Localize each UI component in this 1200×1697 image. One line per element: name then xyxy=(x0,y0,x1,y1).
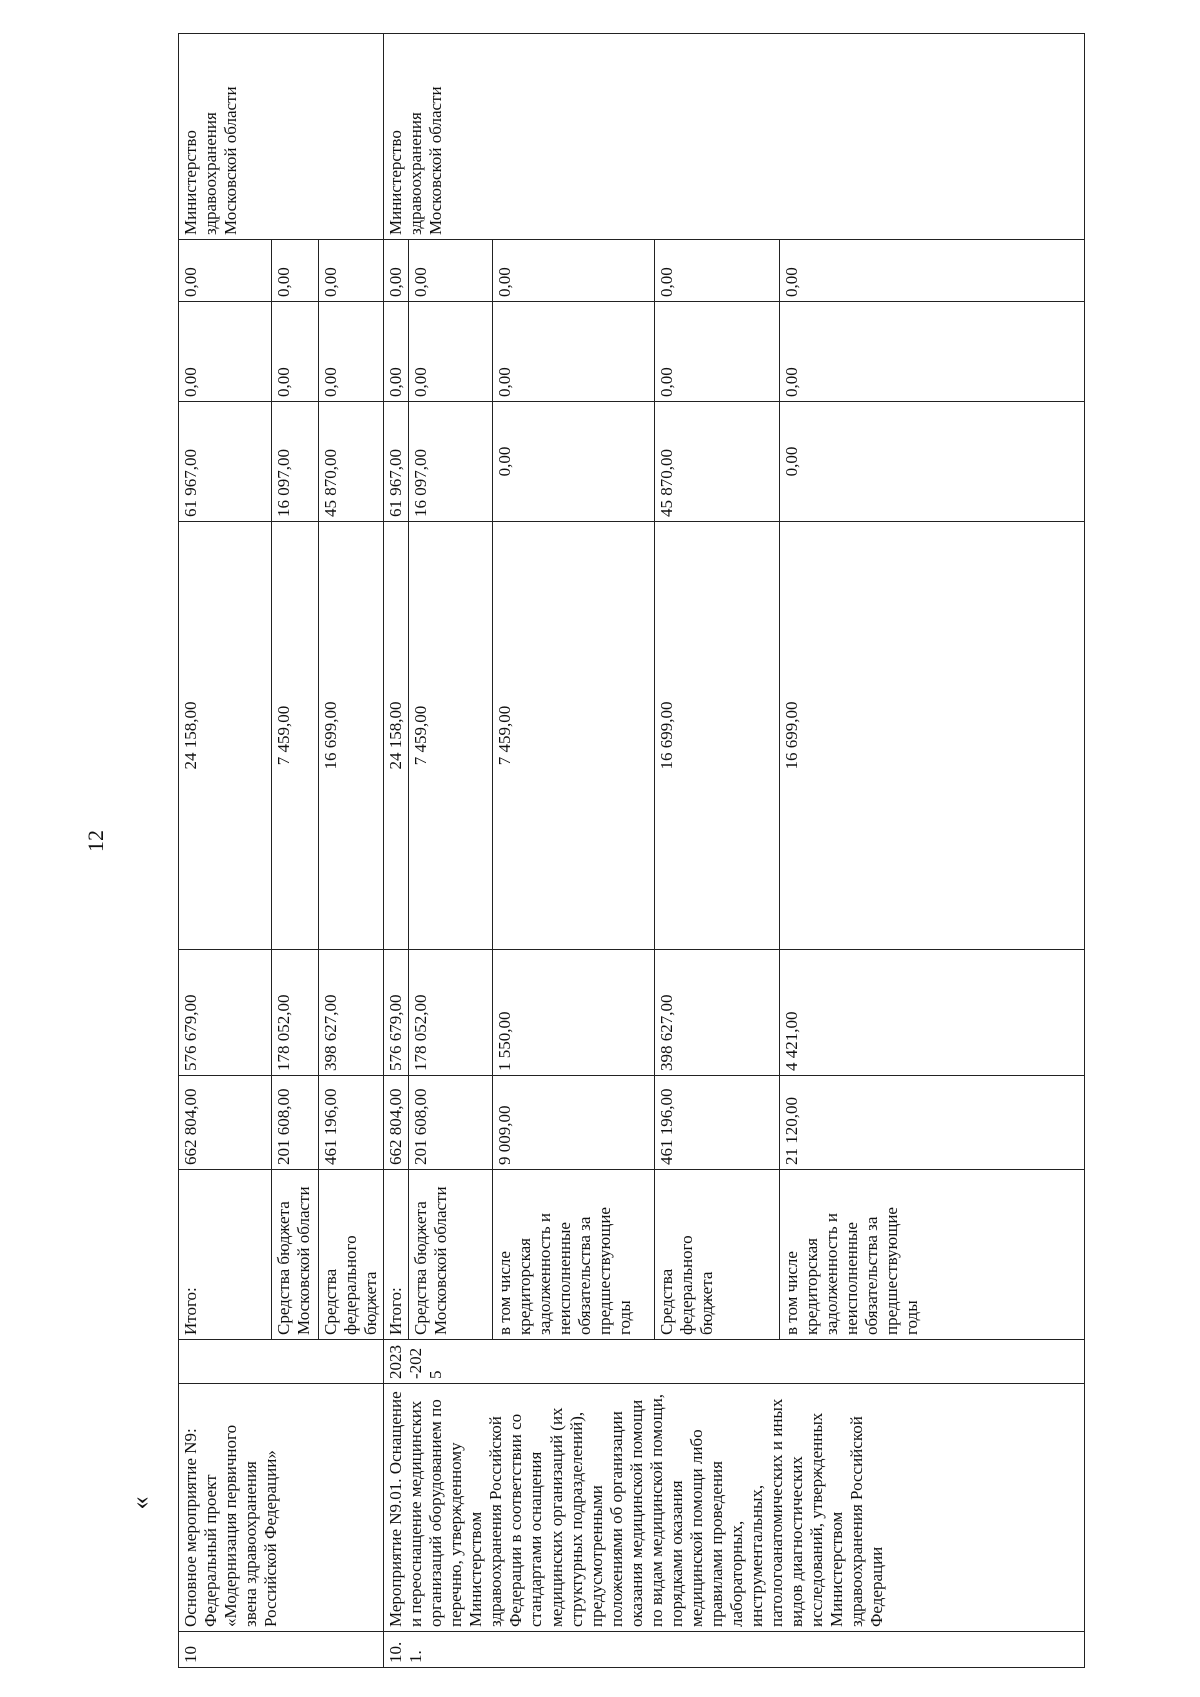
row-number: 10 xyxy=(179,1632,384,1668)
table-row xyxy=(179,34,272,1668)
total-value: 662 804,00 xyxy=(179,1076,272,1170)
year-value: 0,00 xyxy=(409,302,493,402)
year-value: 16 699,00 xyxy=(655,522,780,950)
table-row xyxy=(384,34,409,1668)
year-value: 61 967,00 xyxy=(179,402,272,522)
year-value: 576 679,00 xyxy=(179,950,272,1076)
year-value: 0,00 xyxy=(655,240,780,302)
year-value: 7 459,00 xyxy=(493,522,655,950)
total-value: 9 009,00 xyxy=(493,1076,655,1170)
page-number: 12 xyxy=(83,830,108,852)
year-value: 7 459,00 xyxy=(409,522,493,950)
rotated-table-container xyxy=(178,34,1066,1668)
year-value: 0,00 xyxy=(319,240,384,302)
year-value: 178 052,00 xyxy=(272,950,319,1076)
year-value: 0,00 xyxy=(384,302,409,402)
year-value: 0,00 xyxy=(272,302,319,402)
year-value: 45 870,00 xyxy=(319,402,384,522)
year-value: 16 699,00 xyxy=(780,522,1085,950)
row-number: 10.1. xyxy=(384,1632,1085,1668)
executor: Министерство здравоохранения Московской области xyxy=(179,34,384,240)
quote-mark: « xyxy=(125,1496,155,1510)
year-value: 0,00 xyxy=(384,240,409,302)
year-value: 0,00 xyxy=(493,302,655,402)
total-value: 461 196,00 xyxy=(655,1076,780,1170)
period-cell xyxy=(179,1340,384,1384)
year-value: 0,00 xyxy=(272,240,319,302)
year-value: 0,00 xyxy=(493,240,655,302)
total-value: 201 608,00 xyxy=(409,1076,493,1170)
year-value: 576 679,00 xyxy=(384,950,409,1076)
funding-source: в том числе кредиторская задолженность и неисполненные обязательства за предшествующие годы xyxy=(493,1170,655,1340)
activity-name: Мероприятие N9.01. Оснащение и переоснащение медицинских организаций оборудованием по перечню, утвержденному Министерством здравоохранения Российской Федерации в соответствии со стандартами оснащения медицинских организаций (их структурных подразделений), предусмотренными положениями об организации оказания медицинской помощи по видам медицинской помощи, порядками оказания медицинской помощи либо правилами проведения лабораторных, инструментальных, патологоанатомических и иных видов диагностических исследований, утвержденных Министерством здравоохранения Российской Федерации xyxy=(384,1384,1085,1632)
year-value: 0,00 xyxy=(780,302,1085,402)
funding-source: в том числе кредиторская задолженность и неисполненные обязательства за предшествующие годы xyxy=(780,1170,1085,1340)
year-value: 0,00 xyxy=(179,302,272,402)
year-value: 61 967,00 xyxy=(384,402,409,522)
year-value: 16 699,00 xyxy=(319,522,384,950)
total-value: 662 804,00 xyxy=(384,1076,409,1170)
total-value: 201 608,00 xyxy=(272,1076,319,1170)
funding-source: Итого: xyxy=(384,1170,409,1340)
total-value: 461 196,00 xyxy=(319,1076,384,1170)
activity-name: Основное мероприятие N9: Федеральный проект «Модернизация первичного звена здравоохранения Российской Федерации» xyxy=(179,1384,384,1632)
year-value: 16 097,00 xyxy=(272,402,319,522)
year-value: 16 097,00 xyxy=(409,402,493,522)
period-cell: 2023-2025 xyxy=(384,1340,1085,1384)
year-value: 0,00 xyxy=(179,240,272,302)
year-value: 24 158,00 xyxy=(179,522,272,950)
funding-source: Итого: xyxy=(179,1170,272,1340)
year-value: 45 870,00 xyxy=(655,402,780,522)
executor: Министерство здравоохранения Московской области xyxy=(384,34,1085,240)
year-value: 398 627,00 xyxy=(319,950,384,1076)
year-value: 0,00 xyxy=(409,240,493,302)
year-value: 0,00 xyxy=(493,402,655,522)
funding-source: Средства федерального бюджета xyxy=(319,1170,384,1340)
year-value: 0,00 xyxy=(780,402,1085,522)
year-value: 4 421,00 xyxy=(780,950,1085,1076)
funding-source: Средства бюджета Московской области xyxy=(409,1170,493,1340)
year-value: 0,00 xyxy=(319,302,384,402)
total-value: 21 120,00 xyxy=(780,1076,1085,1170)
funding-table xyxy=(178,33,1085,1668)
funding-source: Средства бюджета Московской области xyxy=(272,1170,319,1340)
year-value: 1 550,00 xyxy=(493,950,655,1076)
funding-source: Средства федерального бюджета xyxy=(655,1170,780,1340)
year-value: 178 052,00 xyxy=(409,950,493,1076)
year-value: 398 627,00 xyxy=(655,950,780,1076)
year-value: 0,00 xyxy=(780,240,1085,302)
year-value: 7 459,00 xyxy=(272,522,319,950)
year-value: 24 158,00 xyxy=(384,522,409,950)
year-value: 0,00 xyxy=(655,302,780,402)
